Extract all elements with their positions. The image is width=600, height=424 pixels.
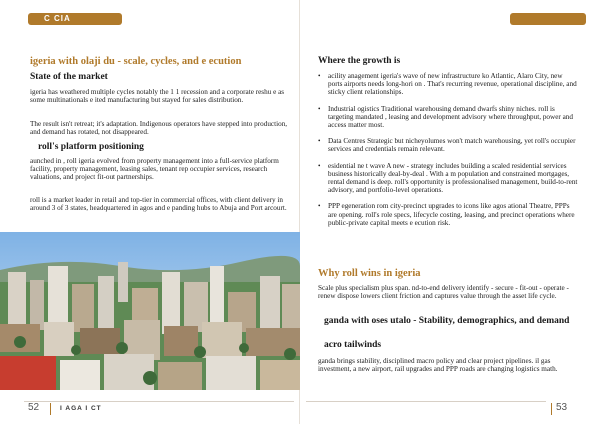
platform-paragraph-1: aunched in , roll igeria evolved from property management into a full-service platform facility, property management, leasing sales, tenant rep occupier services, research valuations, and project fit-out partnerships. — [30, 157, 279, 182]
footer-rule-right — [306, 401, 546, 402]
bullet-text: PPP egeneration rom city-precinct upgrades to icons like agos ational Theatre, PPPs are opening. roll's role specs, lifecycle costing, leasing, and precinct operations where public-private capital meets e ecution risk. — [328, 202, 575, 227]
article-title: igeria with olaji du - scale, cycles, and e ecution — [30, 56, 242, 67]
bullet-industrial-logistics — [318, 105, 578, 130]
page-number-right: 53 — [556, 402, 568, 413]
market-paragraph-1: igeria has weathered multiple cycles notably the 1 1 recession and a corporate reshu e as some multinationals e ited manufacturing but stayed for sales distribution. — [30, 88, 285, 105]
bullet-text: acility anagement igeria's wave of new infrastructure ko Atlantic, Alaro City, new ports airports needs long-hori on . That's recurring revenue, operational discipline, and sticky client relationships. — [328, 72, 577, 97]
section-heading-platform: roll's platform positioning — [38, 142, 144, 152]
bullet-residential — [318, 162, 578, 195]
magazine-name: I AGA I CT — [60, 405, 102, 412]
bullet-text: Data Centres Strategic but nicheyolumes won't match warehousing, yet roll's occupier services and credentials remain relevant. — [328, 137, 576, 154]
macro-tailwinds-heading: acro tailwinds — [324, 340, 382, 350]
bullet-facility-management — [318, 72, 578, 97]
section-tab-right — [510, 13, 586, 25]
bullet-dot-icon: • — [318, 161, 321, 170]
bullet-text: esidential ne t wave A new - strategy includes building a scaled residential services business historically deal-by-deal . With a m population and constrained mortgages, rental demand is deep. roll's opportunity is professionalised management, build-to-rent advisory, and portfolio-level operations. — [328, 161, 578, 195]
why-wins-heading: Why roll wins in igeria — [318, 268, 421, 279]
footer-divider-left — [50, 403, 51, 415]
bullet-text: Industrial ogistics Traditional warehousing demand dwarfs shiny niches. roll is targeting mandated , leasing and development advisory where throughput, power and access matter most. — [328, 104, 573, 130]
market-paragraph-2: The result isn't retreat; it's adaptation. Indigenous operators have stepped into production, and demand has rotated, not disappeared. — [30, 120, 288, 137]
footer-divider-right — [551, 403, 552, 415]
macro-tailwinds-paragraph: ganda brings stability, disciplined macro policy and clear project pipelines. il gas investment, a new airport, rail upgrades and PPP roads are changing logistics math. — [318, 357, 558, 374]
bullet-dot-icon: • — [318, 202, 321, 211]
why-wins-paragraph: Scale plus specialism plus span. nd-to-end delivery identify - secure - fit-out - operate - renew dispose lowers client friction and captures value through the asset life cycle. — [318, 284, 569, 301]
growth-heading: Where the growth is — [318, 56, 401, 66]
section-heading-market: State of the market — [30, 72, 108, 82]
growth-bullets — [318, 72, 578, 235]
bullet-ppp-regeneration — [318, 202, 578, 227]
platform-paragraph-2: roll is a market leader in retail and top-tier in commercial offices, with client delivery in around 3 of 3 states, headquartered in agos and e panding hubs to Abuja and Port arcourt. — [30, 196, 287, 213]
section-tab-left: C CIA — [28, 13, 122, 25]
footer-rule-left — [24, 401, 294, 402]
city-aerial-photo — [0, 232, 300, 390]
bullet-data-centres — [318, 137, 578, 153]
bullet-dot-icon: • — [318, 72, 321, 80]
uganda-subheading: ganda with oses utalo - Stability, demographics, and demand — [324, 316, 570, 326]
bullet-dot-icon: • — [318, 137, 321, 146]
bullet-dot-icon: • — [318, 104, 321, 113]
page-number-left: 52 — [28, 402, 40, 413]
